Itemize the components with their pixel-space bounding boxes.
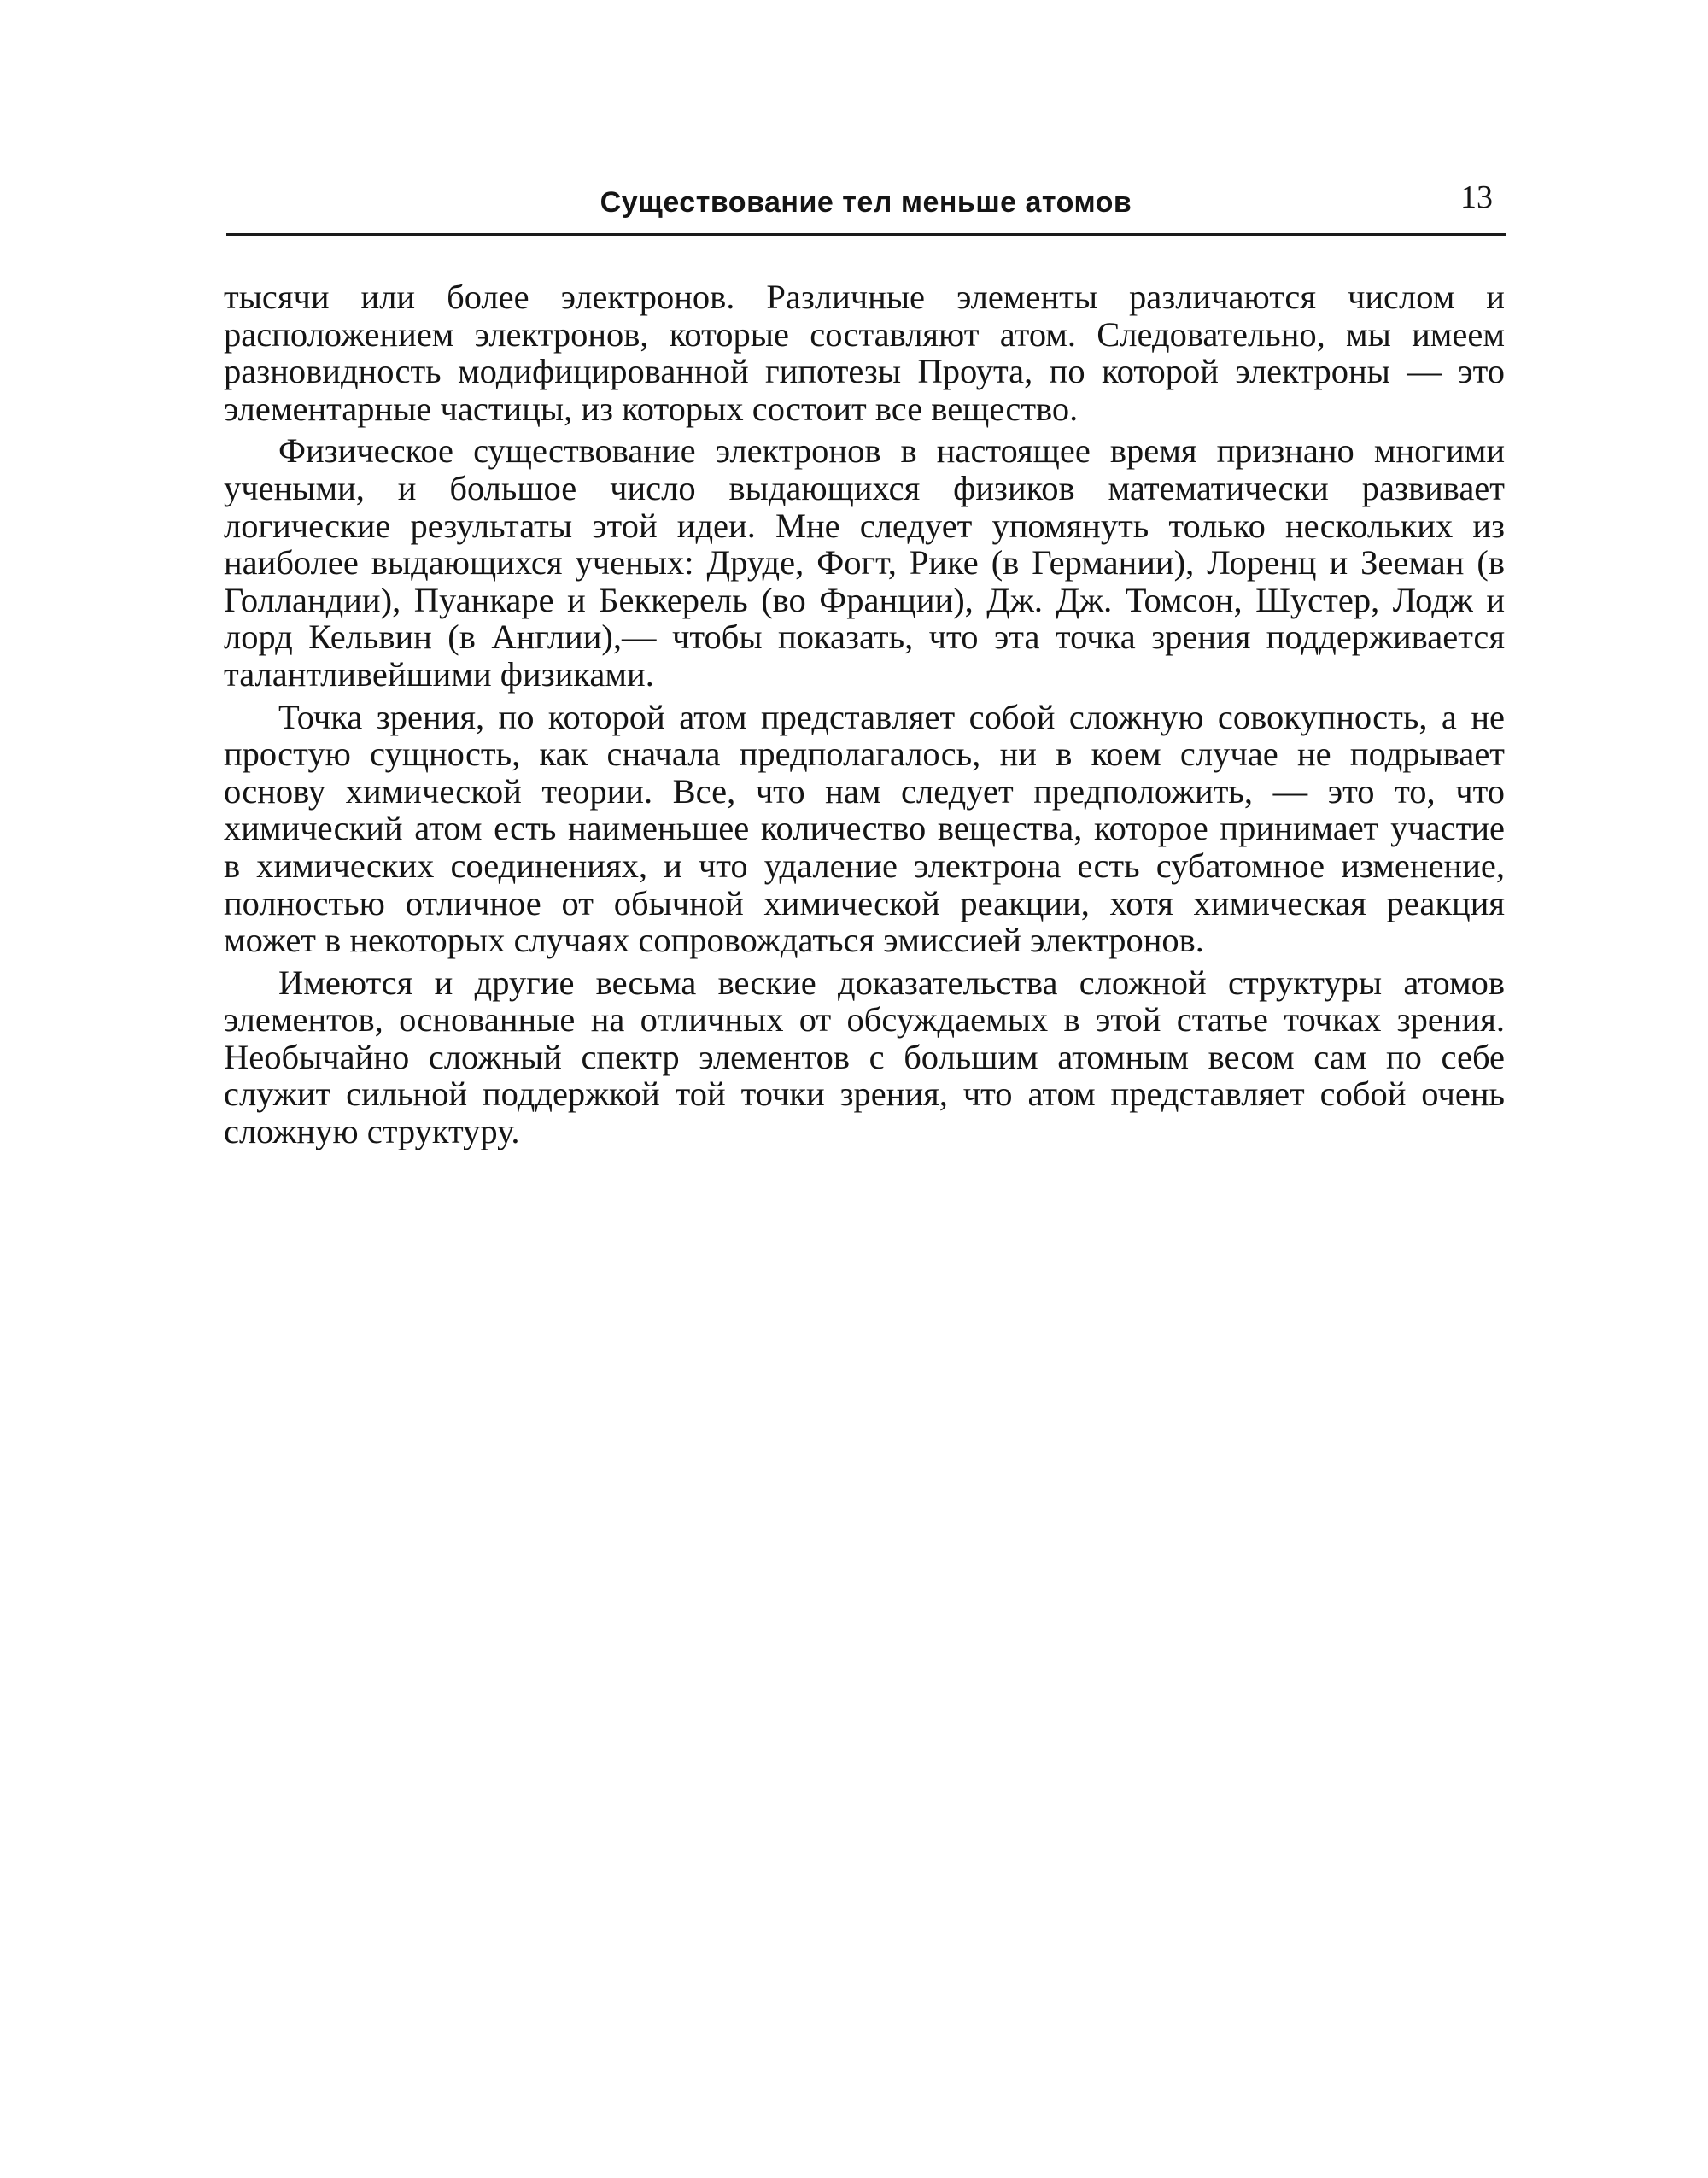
paragraph: Имеются и другие весьма веские доказательства сложной структуры атомов элементов, основанные на отличных от обсуждаемых в этой статье точках зрения. Необычайно сложный спектр элементов с большим атомным весом сам по себе служит сильной поддержкой той точки зрения, что атом представляет собой очень сложную структуру. (224, 963, 1505, 1151)
paragraph: Физическое существование электронов в настоящее время признано многими учеными, и большое число выдающихся физиков математически развивает логические результаты этой идеи. Мне следует упомянуть только нескольких из наиболее выдающихся ученых: Друде, Фогт, Рике (в Германии), Лоренц и Зееман (в Голландии), Пуанкаре и Беккерель (во Франции), Дж. Дж. Томсон, Шустер, Лодж и лорд Кельвин (в Англии),— чтобы показать, что эта точка зрения поддерживается талантливейшими физиками. (224, 431, 1505, 694)
running-head (226, 181, 1506, 232)
paragraph: Точка зрения, по которой атом представляет собой сложную совокупность, а не простую сущность, как сначала предполагалось, ни в коем случае не подрывает основу химической теории. Все, что нам следует предположить, — это то, что химический атом есть наименьшее количество вещества, которое принимает участие в химических соединениях, и что удаление электрона есть субатомное изменение, полностью отличное от обычной химической реакции, хотя химическая реакция может в некоторых случаях сопровождаться эмиссией электронов. (224, 697, 1505, 960)
running-title: Существование тел меньше атомов (600, 186, 1132, 219)
header-rule (226, 233, 1506, 236)
body-text (224, 278, 1505, 1156)
page-number: 13 (1460, 179, 1493, 215)
paragraph: тысячи или более электронов. Различные элементы различаются числом и расположением электронов, которые составляют атом. Следовательно, мы имеем разновидность модифицированной гипотезы Проута, по которой электроны — это элементарные частицы, из которых состоит все вещество. (224, 278, 1505, 428)
